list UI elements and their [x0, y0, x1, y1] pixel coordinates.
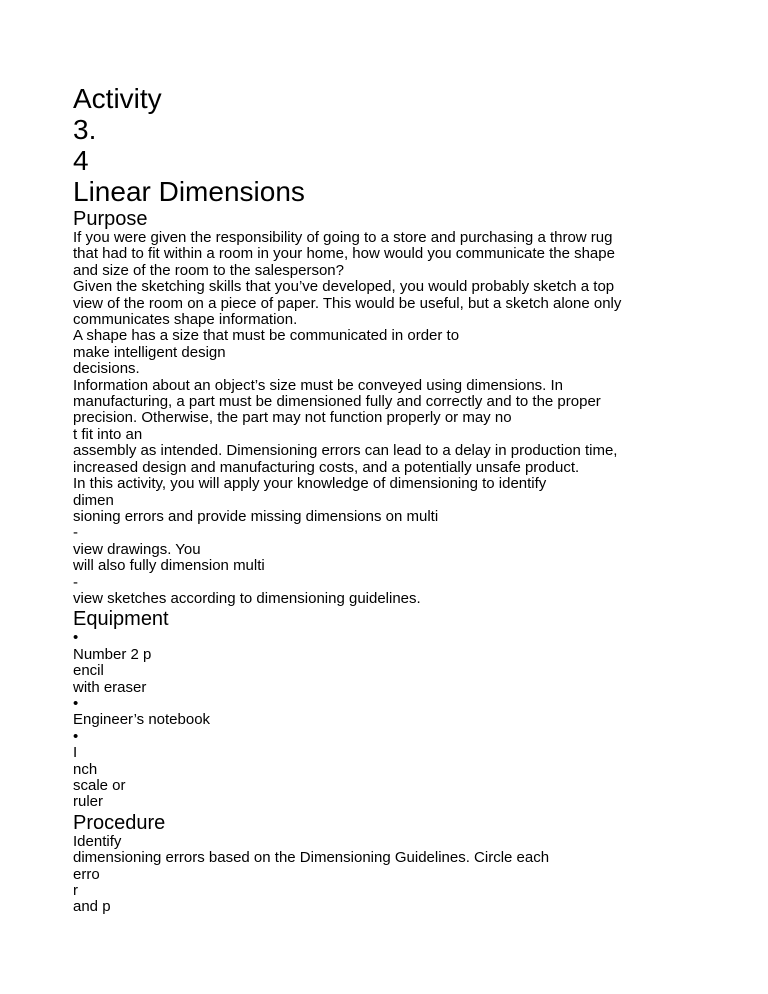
list-item-line: nch: [73, 760, 98, 778]
paragraph-line: Information about an object’s size must be conveyed using dimensions. In: [73, 376, 564, 394]
paragraph-line: and p: [73, 898, 111, 916]
list-item-line: with eraser: [73, 678, 147, 696]
paragraph-line: manufacturing, a part must be dimensioned fully and correctly and to the proper: [73, 393, 601, 411]
paragraph-line: decisions.: [73, 360, 140, 378]
paragraph-line: If you were given the responsibility of going to a store and purchasing a throw rug: [73, 229, 613, 246]
paragraph-line: that had to fit within a room in your home, how would you communicate the shape: [73, 245, 615, 263]
paragraph-line: communicates shape information.: [73, 311, 298, 329]
bullet-icon: •: [73, 629, 79, 647]
list-item-line: Number 2 p: [73, 645, 152, 663]
paragraph-line: sioning errors and provide missing dimensions on multi: [73, 507, 439, 525]
paragraph-line: Given the sketching skills that you’ve developed, you would probably sketch a top: [73, 278, 615, 296]
procedure-section: [73, 813, 708, 916]
paragraph-line: A shape has a size that must be communicated in order to: [73, 327, 460, 345]
paragraph-line: and size of the room to the salesperson?: [73, 261, 344, 279]
bullet-icon: •: [73, 727, 79, 745]
paragraph-line: t fit into an: [73, 425, 143, 443]
bullet-icon: •: [73, 694, 79, 712]
list-item-line: I: [73, 744, 78, 762]
title-line: Linear Dimensions: [73, 176, 305, 207]
equipment-heading: Equipment: [73, 608, 169, 631]
purpose-section: [73, 209, 708, 607]
title-block: [73, 83, 708, 207]
paragraph-line: dimen: [73, 491, 114, 509]
paragraph-line: erro: [73, 865, 100, 883]
paragraph-line: will also fully dimension multi: [73, 557, 265, 575]
procedure-heading: Procedure: [73, 811, 166, 834]
paragraph-line: view sketches according to dimensioning guidelines.: [73, 589, 421, 607]
paragraph-line: Identify: [73, 832, 122, 850]
paragraph-line: precision. Otherwise, the part may not function properly or may no: [73, 409, 512, 427]
list-item-line: encil: [73, 662, 104, 680]
list-item-line: scale or: [73, 777, 126, 794]
paragraph-line: view of the room on a piece of paper. This would be useful, but a sketch alone only: [73, 294, 622, 312]
list-item-line: Engineer’s notebook: [73, 711, 211, 729]
paragraph-line: make intelligent design: [73, 343, 226, 361]
paragraph-line: r: [73, 882, 78, 900]
paragraph-line: view drawings. You: [73, 540, 201, 558]
list-item-line: ruler: [73, 793, 104, 811]
paragraph-line: In this activity, you will apply your knowledge of dimensioning to identify: [73, 475, 547, 493]
paragraph-line: -: [73, 524, 78, 542]
paragraph-line: assembly as intended. Dimensioning errors can lead to a delay in production time,: [73, 442, 618, 460]
title-line: 4: [73, 145, 89, 176]
purpose-heading: Purpose: [73, 208, 148, 230]
equipment-section: [73, 609, 708, 810]
title-line: 3.: [73, 114, 97, 145]
paragraph-line: increased design and manufacturing costs, and a potentially unsafe product.: [73, 458, 580, 476]
title-line: Activity: [73, 83, 162, 114]
paragraph-line: -: [73, 573, 78, 591]
paragraph-line: dimensioning errors based on the Dimensioning Guidelines. Circle each: [73, 849, 550, 867]
